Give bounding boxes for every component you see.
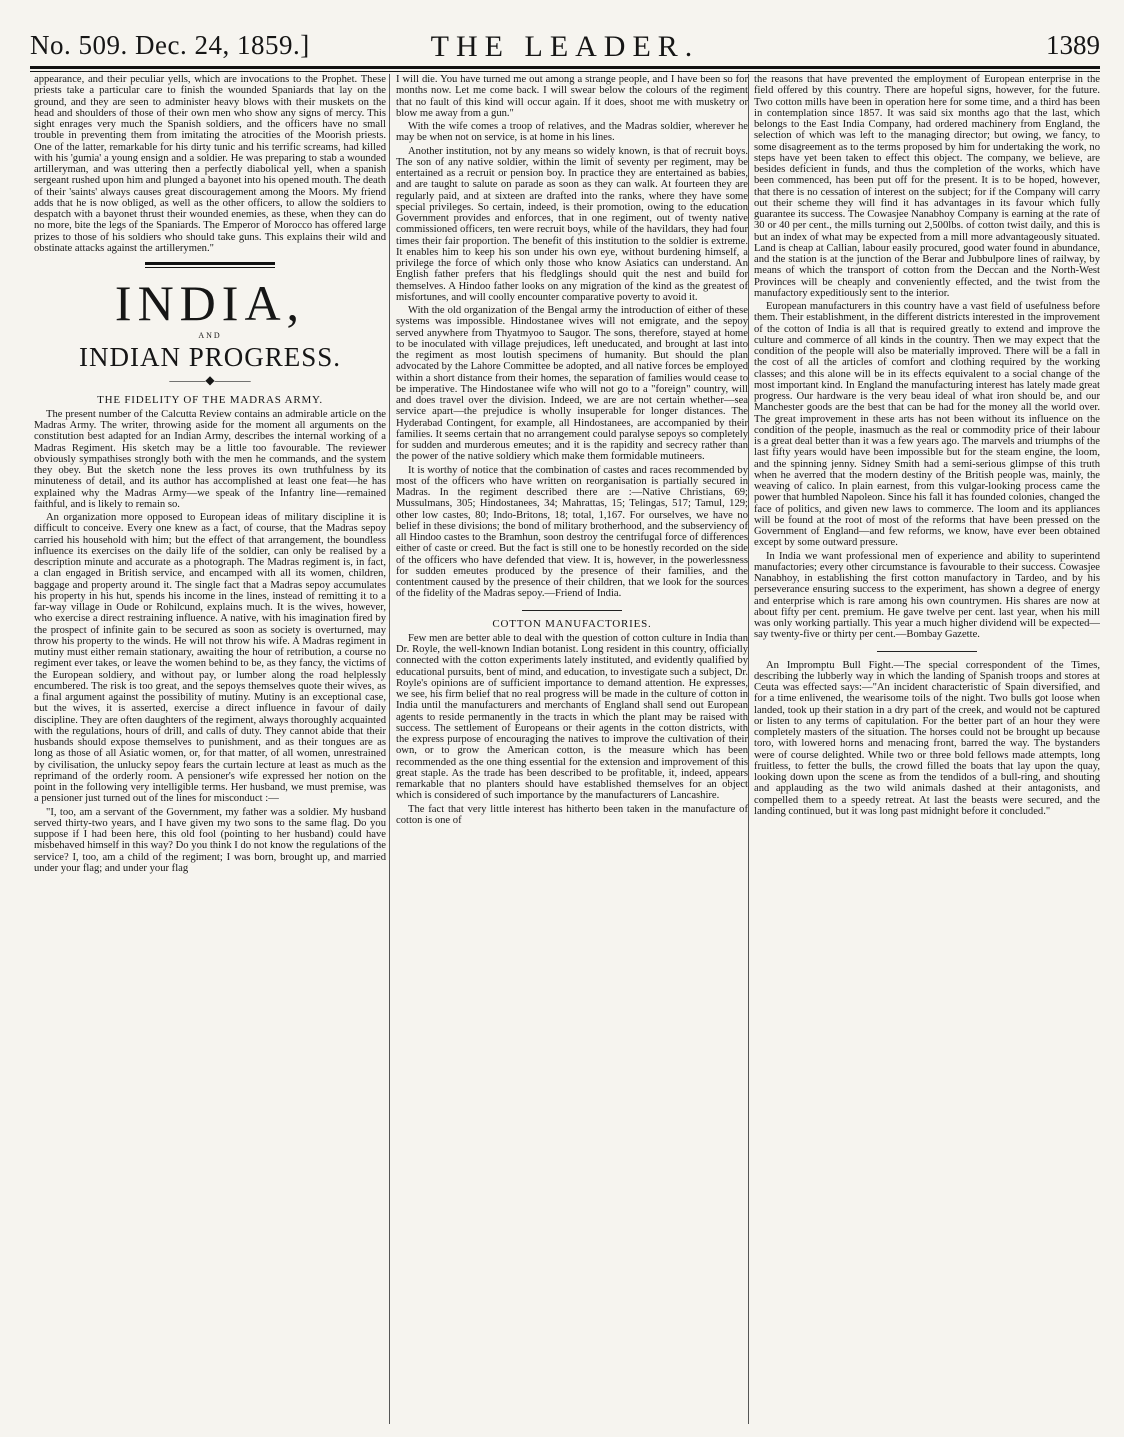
article-paragraph: With the wife comes a troop of relatives, and the Madras soldier, wherever he may be when not on service, is at home in his lines. [396,121,748,144]
article-paragraph: An Impromptu Bull Fight.—The special correspondent of the Times, describing the lubberly way in which the landing of Spanish troops and stores at Ceuta was effected says:—"An incident characteristic of Spain diversified, and for a time enlivened, the wearisome toils of the night. Two bulls got loose when landed, took up their station in a dry part of the creek, and would not be captured or listen to any terms of capitulation. For the better part of an hour they were completely masters of the situation. The horses could not be brought up because toro, with lowered horns and menacing front, barred the way. The bystanders were of course delighted. While two or three bold fellows made attempts, long fruitless, to fetter the bulls, the crowd filled the boats that lay upon the quay, looking down upon the scene as from the tendidos of a bull-ring, and shouting and applauding as the two wild animals dashed at their antagonists, and compelled them to a speedy retreat. At last the beasts were secured, and the landing continued, but it was long past midnight before it concluded." [754,659,1100,817]
masthead-rule-thick [30,66,1100,69]
heading-india: INDIA, [114,275,306,331]
article-paragraph: The present number of the Calcutta Review contains an admirable article on the Madras Army. The writer, throwing aside for the moment all arguments on the constitution best adapted for an Indian Army, describes the internal working of a Madras Regiment. His sketch may be a little too favourable. The reviewer obviously sympathises strongly both with the men he commands, and the system they obey. But the sketch none the less proves its own truthfulness by its minuteness of detail, and its author has accomplished at least one feat—he has explained why the Madras Army—we speak of the Infantry line—remained faithful, and is likely to remain so. [34,408,386,510]
article-paragraph: An organization more opposed to European ideas of military discipline it is difficult to conceive. Every one knew as a fact, of course, that the Madras sepoy carried his household with him; but the effect of that arrangement, the boundless influence its exercises on the daily life of the soldier, can only be realised by a description minute and accurate as a photograph. The Madras regiment is, in fact, a clan engaged in British service, and encamped with all its women, children, baggage and property around it. The single fact that a Madras sepoy accumulates his property in his hut, spends his income in the lines, instead of remitting it to a far-way village in Oude or Rohilcund, explains much. It is the wives, however, who exercise a direct restraining influence. A native, with his imagination fired by the prospect of infinite gain to be secured as soon as society is overturned, may throw his property to the winds. He will not throw his wife. A Madras regiment in mutiny must either remain stationary, awaiting the hour of retribution, a course no regiment ever takes, or leave the women behind to be, as they fancy, the victims of the European soldiery, and without pay, or lumber along the road helplessly encumbered. The risk is too great, and the sepoys themselves quote their wives, as a final argument against the possibility of mutiny. Mutiny is an exceptional case, but the wives, it is asserted, exercise a direct influence in favour of daily discipline. They are often daughters of the regiment, always thoroughly acquainted with the regulations, hours of drill, and calls of duty. They cannot abide that their husbands should expose themselves to punishment, and as their tongues are as long as those of all Asiatic women, or, for that matter, of all women, unrestrained by civilisation, the unlucky sepoy fears the curtain lecture at least as much as the reprimand of the orderly room. A pensioner's wife expressed her notion on the point in the following very intelligible terms. Her husband, we must premise, was a pensioner just turned out of the lines for misconduct :— [34,512,386,805]
article-paragraph: Another institution, not by any means so widely known, is that of recruit boys. The son of any native soldier, within the limit of seventy per regiment, may be entertained as a recruit or pension boy. In practice they are entertained as babies, and are taught to salute on parade as soon as they can walk. At fourteen they are regularly paid, and at sixteen are drafted into the ranks, where they have some special privileges. So certain, indeed, is their promotion, owing to the education Government provides and enforces, that in one regiment, out of twenty native commissioned officers, ten were recruit boys, while of the havildars, they had four times their fair proportion. The benefit of this institution to the soldier is extreme. It enables him to keep his son under his own eye, without burdening himself, a privilege the force of which only those who know Asiatics can understand. An English father prefers that his fledglings should quit the nest and build for themselves. A Hindoo father looks on any migration of the kind as the greatest of misfortunes, and will coolly encounter comparative poverty to avoid it. [396,145,748,303]
page-number: 1389 [1046,30,1100,60]
issue-date: No. 509. Dec. 24, 1859.] [30,30,310,60]
article-paragraph: It is worthy of notice that the combination of castes and races recommended by most of the officers who have written on reorganisation is partially secured in Madras. In the regiment described there are :—Native Christians, 69; Mussulmans, 305; Hindostanees, 34; Mahrattas, 15; Telingas, 517; Tamul, 129; other low castes, 80; Indo-Britons, 18; total, 1,167. For ourselves, we have no belief in these divisions; the bond of military brotherhood, and the subserviency of all Hindoo castes to the Bramhun, soon destroy the centrifugal force of differences either of caste or creed. But the fact is still one to be honestly recorded on the side of the officers who have defended that view. It is, however, in the powerlessness for sudden emeutes produced by the presence of their families, and the contentment caused by the presence of their children, that we look for the sources of the fidelity of the Madras sepoy.—Friend of India. [396,464,748,600]
masthead [30,26,1100,66]
article-separator [522,610,622,611]
column-divider [389,74,390,1424]
heading-and: AND [198,331,222,340]
article-paragraph: I will die. You have turned me out among a strange people, and I have been so for months now. Let me come back. I will swear below the colours of the regiment that no fault of this kind will occur again. If it does, shoot me with musketry or blow me away from a gun." [396,74,748,119]
article-paragraph: The fact that very little interest has hitherto been taken in the manufacture of cotton is one of [396,803,748,826]
article-title: COTTON MANUFACTORIES. [492,617,652,630]
ornament-divider: ———◆——— [169,373,251,388]
article-paragraph: "I, too, am a servant of the Government, my father was a soldier. My husband served thirty-two years, and I have given my two sons to the same flag. Do you suppose if I had been here, this old fool (pointing to her husband) could have misbehaved himself in this way? Do you think I do not know the regulations of the service? I, too, am a child of the regiment; I was born, brought up, and married under your flag; and under your flag [34,806,386,874]
article-paragraph: appearance, and their peculiar yells, which are invocations to the Prophet. These priests take a particular care to finish the wounded Spaniards that lay on the ground, and they are seen to administer heavy blows with their muskets on the head and shoulders of those of their own men who show any signs of mercy. This sight enrages very much the Spanish soldiers, and the officers have no small trouble in preventing them from imitating the atrocities of the Moorish priests. One of the latter, remarkable for his dirty tunic and his terrific screams, had killed with his 'gumia' a young ensign and a soldier. He was preparing to stab a wounded artilleryman, and was uttering then a perfectly diabolical yell, when a spanish sergeant rushed upon him and plunged a bayonet into his opened mouth. The death of their 'saints' always causes great discouragement among the Moors. My friend adds that he is now obliged, as well as the other officers, to allow the soldiers to despatch with a bayonet thrust their wounded enemies, as these, when they can do no more, bite the legs of the Spaniards. The Emperor of Morocco has offered large prizes to those of his soldiers who should take guns. This explains their wild and obstinate attacks against the artillerymen." [34,74,386,254]
masthead-rule-thin [30,71,1100,72]
newspaper-title: THE LEADER. [430,30,700,63]
column-3 [754,74,1100,1424]
article-paragraph: Few men are better able to deal with the question of cotton culture in India than Dr. Royle, the well-known Indian botanist. Long resident in this country, officially connected with the cotton experiments lately instituted, and evidently qualified by educational pursuits, bent of mind, and education, to investigate such a subject, Dr. Royle's opinions are of sufficient importance to demand attention. He expresses, we see, his firm belief that no real progress will be made in the culture of cotton in India until the manufacturers and merchants of England shall send out European agents to reside permanently in the tracts in which the plant may be raised with success. The settlement of Europeans or their agents in the cotton districts, with the express purpose of encouraging the natives to improve the cultivation of their own, or to grow the American cotton, is the measure which has been recommended as the one thing essential for the extension and improvement of this great staple. As the trade has been described to be profitable, it, indeed, appears remarkable that no planters should have established themselves for an object which is considered of such importance by the manufacturers of Lancashire. [396,632,748,802]
heading-rule [145,262,275,268]
article-paragraph: In India we want professional men of experience and ability to superintend manufactories; every other circumstance is favourable to their success. Cowasjee Nanabhoy, in establishing the first cotton manufactory in Tardeo, and by his perseverance ensuring success to the experiment, has shown a degree of energy and enterprise which is rare among his own countrymen. His shares are now at about fifty per cent. premium. He gave twelve per cent. last year, when his mill was only working partially. This year a much higher dividend will be expected—say twenty-five or thirty per cent.—Bombay Gazette. [754,550,1100,641]
heading-indian-progress: INDIAN PROGRESS. [78,342,342,373]
article-paragraph: European manufacturers in this country have a vast field of usefulness before them. Their establishment, in the different districts interested in the improvement of the cotton of India is all that is required greatly to extend and improve the culture and commerce of all kinds in the country. Then we may expect that the condition of the people will also be materially improved. There will be a fall in the cost of all the articles of comfort and clothing required by the working classes; and this alone will be in its effects equivalent to a social change of the most important kind. In England the manufacturing interest has lately made great progress. Our hardware is the very beau ideal of what iron should be, and our Manchester goods are the best that can be had for the money all the world over. The great improvement in these arts has not been without its influence on the condition of the people, inasmuch as the real or commodity price of their labour is a great deal better than it was a few years ago. The marvels and triumphs of the last fifty years would have been impossible but for the steam engine, the loom, and the spinning jenny. Sidney Smith had a semi-serious glimpse of this truth when he averred that the modern destiny of the British people was, mainly, the weaving of calico. In plain earnest, from this vulgar-looking process came the power that humbled Napoleon. Since his fall it has founded colonies, changed the face of politics, and given new laws to commerce. The loom and its appliances will be found at the root of most of the reforms that have been pressed on the Government of England—and few reforms, we know, have ever been obtained except by some outward pressure. [754,301,1100,549]
article-title: THE FIDELITY OF THE MADRAS ARMY. [97,393,323,406]
section-heading-india [34,262,386,387]
article-paragraph: With the old organization of the Bengal army the introduction of either of these systems was impossible. Hindostanee wives will not emigrate, and the sepoy served anywhere from Thyatmyoo to Saugor. The sons, therefore, stayed at home to be inoculated with village prejudices, left uneducated, and brought at last into the regiment as most loutish specimens of humanity. But should the plan advocated by the Lahore Committee be adopted, and all native forces be employed within a short distance from their homes, the separation of families would cease to be imperative. The Hindostanee wife who will not go to a "foreign" country, will and does travel over the division. Indeed, we are are not certain whether—sea service apart—the prejudice is wholly insuperable for longer distances. The Hyderabad Contingent, for example, all Hindostanees, are accompanied by their families. It seems certain that no arrangement could paralyse sepoys so completely for sudden and murderous emeutes; and it is the rapidity and secrecy rather than the power of the native soldiery which make them formidable mutineers. [396,305,748,463]
article-separator [877,651,977,652]
column-2 [396,74,748,1424]
column-1 [34,74,386,1424]
column-divider [748,74,749,1424]
article-paragraph: the reasons that have prevented the employment of European enterprise in the field offered by this country. There are hopeful signs, however, for the future. Two cotton mills have been in operation here for some time, and a third has been in contemplation since 1857. It was said six months ago that the last, which belongs to the East India Company, had ordered machinery from England, the selection of which was left to the managing director; but owing, we fancy, to some disagreement as to the terms proposed by him for undertaking the work, no steps have yet been taken to effect this object. The company, we believe, are besides deficient in funds, and thus the completion of the works, which have been commenced, has been put off for the present. It is to be hoped, however, that there is no cessation of interest on the subject; for if the Company will carry out their scheme they will find it has advantages in its favour which fully guarantee its success. The Cowasjee Nanabhoy Company is earning at the rate of 30 or 40 per cent., the mills turning out 2,500lbs. of cotton twist daily, and this is but an index of what may be expected from a mill more advantageously situated. Land is cheap at Callian, labour easily procured, good water found in abundance, and the station is at the junction of the Berar and Jubbulpore lines of railway, by means of which the transport of cotton from the Deccan and the North-West Provinces will be cheaply and conveniently effected, and the twist from the manufactory expeditiously sent to the interior. [754,74,1100,299]
